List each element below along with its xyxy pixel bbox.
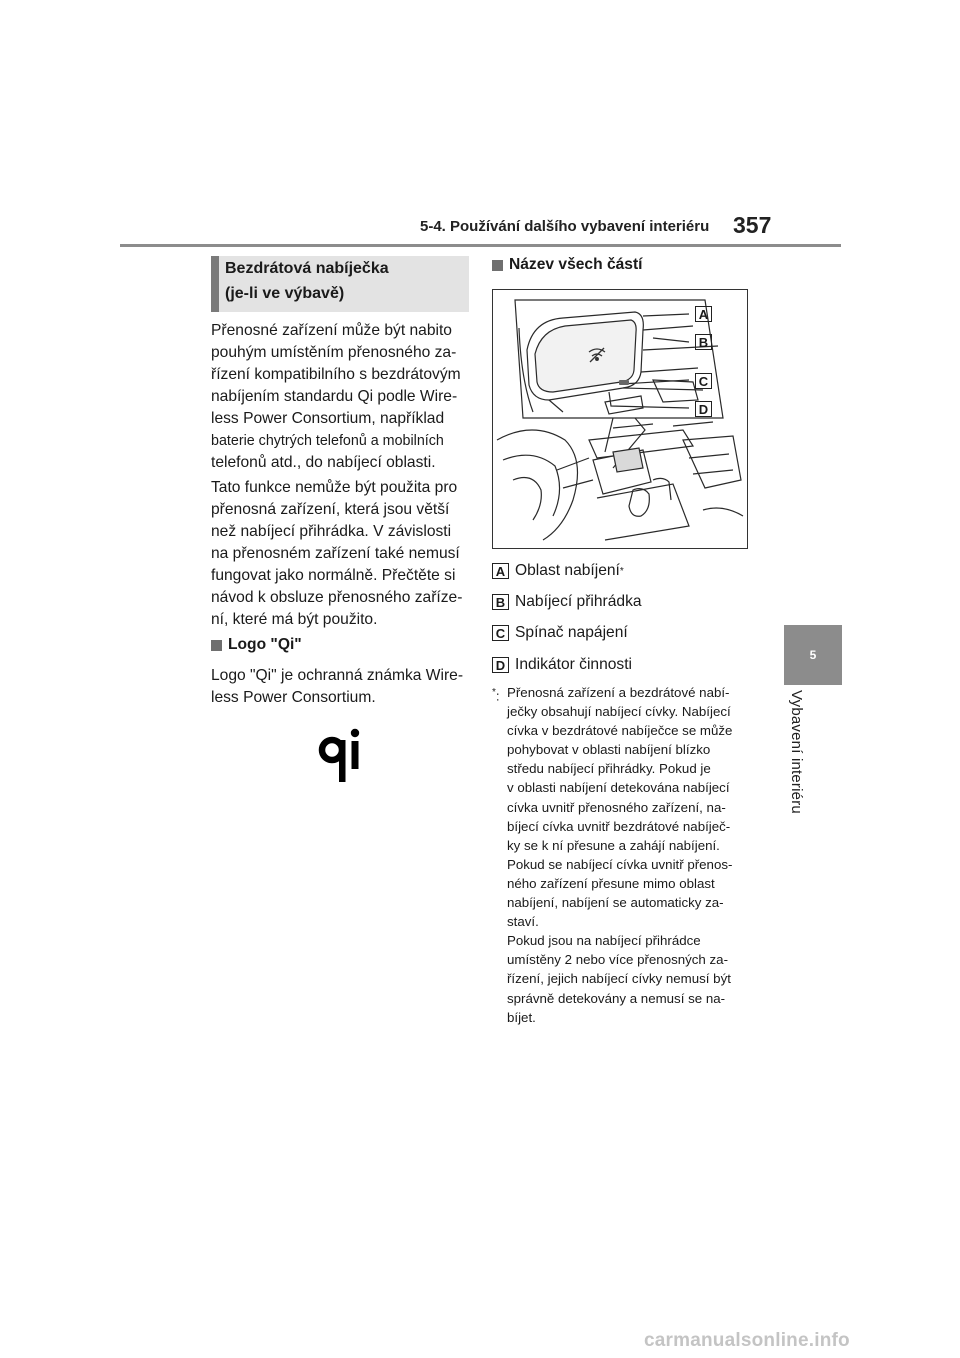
footnote-line: řízení, jejich nabíjecí cívky nemusí být (507, 971, 731, 987)
logo-line: less Power Consortium. (211, 689, 376, 706)
footnote-line: správně detekovány a nemusí se na- (507, 990, 726, 1006)
footnote-line: Pokud jsou na nabíjecí přihrádce (507, 933, 701, 949)
section-title-line-2: (je-li ve výbavě) (225, 285, 345, 302)
warning-line: než nabíjecí přihrádka. V závislosti (211, 523, 452, 540)
legend-badge: A (492, 563, 509, 579)
footnote-line: bíjecí cívka uvnitř bezdrátové nabíječ- (507, 818, 731, 834)
console-drawing (493, 290, 748, 549)
footnote-body (507, 683, 757, 1027)
footnote-line: Pokud se nabíjecí cívka uvnitř přenos- (507, 856, 733, 872)
intro-line: Přenosné zařízení může být nabito (211, 322, 452, 339)
callout-a: A (695, 306, 712, 322)
callout-b: B (695, 334, 712, 350)
header-rule (120, 244, 841, 247)
square-bullet-icon (211, 640, 222, 651)
intro-line: less Power Consortium, například (211, 410, 445, 427)
warning-line: fungovat jako normálně. Přečtěte si (211, 567, 456, 584)
section-title-line-1: Bezdrátová nabíječka (225, 260, 389, 277)
logo-section (211, 634, 469, 709)
footnote-line: umístěny 2 nebo více přenosných za- (507, 952, 728, 968)
warning-line: návod k obsluze přenosného zaříze- (211, 589, 463, 606)
chapter-label: Vybavení interiéru (788, 690, 805, 814)
legend-asterisk: * (619, 565, 624, 577)
footnote-line: staví. (507, 914, 539, 930)
qi-logo-icon (318, 728, 364, 784)
chapter-number: 5 (809, 648, 817, 662)
legend-badge: D (492, 657, 509, 673)
legend-badge: C (492, 625, 509, 641)
footnote-line: pohybovat v oblasti nabíjení blízko (507, 742, 711, 758)
warning-line: Tato funkce nemůže být použita pro (211, 479, 458, 496)
section-title (211, 256, 469, 312)
footnote-line: cívka v bezdrátové nabíječce se může (507, 723, 733, 739)
callout-c: C (695, 373, 712, 389)
intro-line: baterie chytrých telefonů a mobilních (211, 433, 444, 449)
legend-text: Indikátor činnosti (515, 656, 633, 673)
parts-heading-text: Název všech částí (509, 256, 643, 273)
footnote-line: Přenosná zařízení a bezdrátové nabí- (507, 685, 730, 700)
watermark: carmanualsonline.info (644, 1330, 850, 1351)
parts-heading (492, 254, 643, 276)
square-bullet-icon (492, 260, 503, 271)
logo-heading (211, 634, 469, 656)
page-number: 357 (733, 212, 772, 238)
console-illustration (492, 289, 748, 549)
legend-item (492, 561, 624, 581)
warning-line: na přenosném zařízení také nemusí (211, 545, 460, 562)
legend-text: Spínač napájení (515, 624, 628, 641)
legend-text: Oblast nabíjení (515, 562, 620, 579)
footnote (492, 683, 757, 1027)
footnote-line: ného zařízení přesune mimo oblast (507, 875, 715, 891)
intro-line: nabíjením standardu Qi podle Wire- (211, 388, 458, 405)
logo-line: Logo "Qi" je ochranná známka Wire- (211, 667, 464, 684)
compatibility-paragraph (211, 477, 469, 631)
footnote-line: cívka uvnitř přenosného zařízení, na- (507, 799, 726, 815)
footnote-line: nabíjení, nabíjení se automaticky za- (507, 895, 724, 911)
section-title-bar (211, 256, 219, 312)
intro-line: telefonů atd., do nabíjecí oblasti. (211, 454, 436, 471)
legend-item (492, 592, 642, 612)
footnote-line: středu nabíjecí přihrádky. Pokud je (507, 761, 711, 777)
footnote-marker: *: (492, 687, 500, 704)
intro-paragraph (211, 320, 469, 474)
intro-line: řízení kompatibilního s bezdrátovým (211, 366, 461, 383)
warning-line: přenosná zařízení, která jsou větší (211, 501, 450, 518)
intro-line: pouhým umístěním přenosného za- (211, 344, 457, 361)
logo-heading-text: Logo "Qi" (228, 636, 302, 653)
legend-item (492, 623, 628, 643)
footnote-line: ječky obsahují nabíjecí cívky. Nabíjecí (507, 704, 731, 720)
footnote-line: bíjet. (507, 1009, 536, 1025)
legend-item (492, 655, 632, 675)
warning-line: ní, které má být použito. (211, 611, 378, 628)
legend-text: Nabíjecí přihrádka (515, 593, 642, 610)
callout-d: D (695, 401, 712, 417)
footnote-line: ky se k ní přesune a zahájí nabíjení. (507, 837, 720, 853)
legend-badge: B (492, 594, 509, 610)
running-header: 5-4. Používání dalšího vybavení interiéru (420, 218, 710, 235)
footnote-line: v oblasti nabíjení detekována nabíjecí (507, 780, 730, 796)
chapter-tab (784, 625, 842, 685)
